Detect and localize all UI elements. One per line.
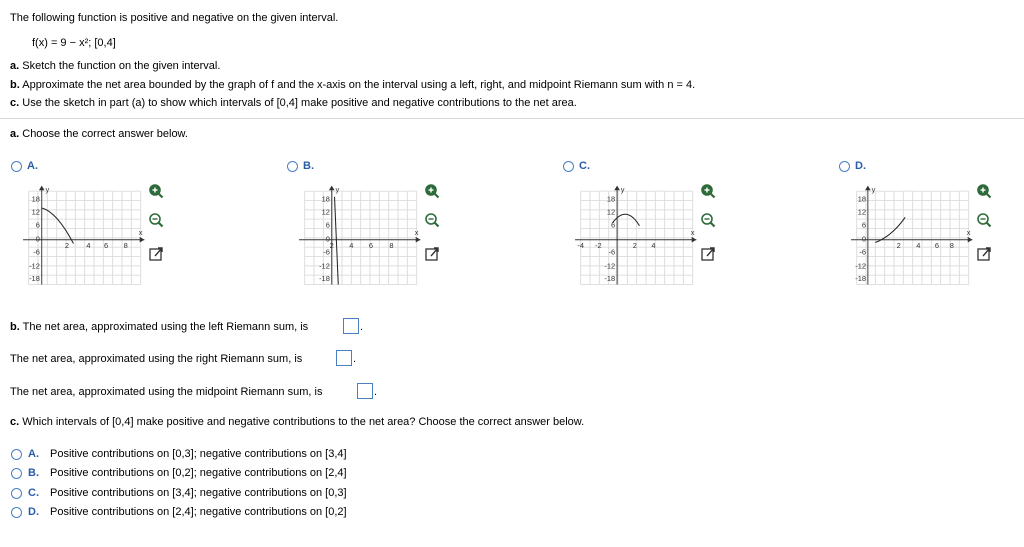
option-letter: C.	[28, 487, 39, 499]
y-tick-label: -12	[319, 261, 330, 271]
y-tick-label: -12	[604, 261, 616, 271]
zoom-in-icon[interactable]	[700, 183, 716, 199]
y-axis-label: y	[45, 185, 50, 195]
zoom-out-icon[interactable]	[976, 212, 992, 228]
x-tick-label: 4	[349, 241, 354, 251]
y-tick-label: 0	[325, 234, 330, 244]
x-tick-label: 4	[651, 241, 656, 251]
y-tick-label: -18	[29, 273, 40, 283]
y-axis-label: y	[871, 185, 876, 195]
y-tick-label: -6	[859, 247, 866, 257]
x-tick-label: 4	[916, 241, 921, 251]
part-c-question-label: c.	[10, 416, 20, 428]
y-tick-label: -18	[855, 273, 866, 283]
problem-intro: The following function is positive and negative on the given interval.	[10, 12, 339, 24]
radio-button[interactable]	[11, 488, 22, 499]
y-tick-label: 12	[321, 207, 330, 217]
grid	[857, 191, 969, 284]
part-c-question-text: Which intervals of [0,4] make positive and negative contributions to the net area? Choose the correct answer below.	[22, 416, 585, 428]
y-tick-label: 0	[861, 234, 866, 244]
y-tick-label: -6	[323, 247, 330, 257]
x-tick-label: 2	[329, 241, 334, 251]
y-tick-label: 18	[606, 194, 616, 204]
y-axis-label: y	[620, 185, 625, 195]
function-graph	[10, 180, 150, 292]
popout-icon[interactable]	[148, 246, 164, 262]
radio-button[interactable]	[563, 161, 574, 172]
part-b-text: Approximate the net area bounded by the graph of f and the x-axis on the interval using a left, right, and midpoint Riemann sum with n = 4.	[22, 79, 696, 91]
zoom-in-icon[interactable]	[976, 183, 992, 199]
y-axis-arrow	[329, 186, 335, 191]
grid	[29, 191, 141, 284]
part-b-row-label: b.	[10, 321, 20, 333]
y-tick-label: -6	[33, 247, 40, 257]
option-letter: C.	[579, 160, 590, 172]
function-text: f(x) = 9 − x²; [0,4]	[32, 37, 116, 49]
function-graph	[838, 180, 978, 292]
midpoint-sum-period: .	[374, 386, 378, 398]
part-a-prompt	[10, 128, 188, 140]
y-tick-label: 12	[31, 207, 40, 217]
x-tick-label: 4	[86, 241, 91, 251]
x-tick-label: 2	[896, 241, 901, 251]
y-tick-label: 6	[35, 220, 40, 230]
option-letter: A.	[28, 448, 39, 460]
option-letter: B.	[303, 160, 314, 172]
x-tick-label: 2	[64, 241, 70, 251]
right-sum-text: The net area, approximated using the right Riemann sum, is	[10, 353, 303, 365]
y-tick-label: 18	[31, 194, 40, 204]
left-sum-row	[10, 321, 308, 333]
x-axis-arrow	[692, 237, 697, 243]
x-tick-label: -2	[595, 241, 602, 251]
left-sum-period: .	[360, 321, 364, 333]
left-sum-answer-input[interactable]	[343, 318, 359, 334]
option-letter: D.	[28, 506, 39, 518]
y-tick-label: 12	[606, 207, 616, 217]
part-b-label: b.	[10, 79, 20, 91]
radio-button[interactable]	[11, 161, 22, 172]
y-tick-label: 18	[321, 194, 330, 204]
part-a-label: a.	[10, 60, 20, 72]
function-graph	[562, 180, 702, 292]
zoom-out-icon[interactable]	[424, 212, 440, 228]
part-b-description	[10, 79, 695, 91]
part-c-label: c.	[10, 97, 20, 109]
option-text: Positive contributions on [2,4]; negative contributions on [0,2]	[50, 506, 347, 518]
option-text: Positive contributions on [3,4]; negative contributions on [0,3]	[50, 487, 347, 499]
y-axis-arrow	[614, 186, 620, 191]
y-tick-label: 18	[857, 194, 866, 204]
x-axis-label: x	[690, 228, 695, 238]
midpoint-sum-text: The net area, approximated using the midpoint Riemann sum, is	[10, 386, 323, 398]
x-tick-label: 6	[934, 241, 940, 251]
radio-button[interactable]	[11, 449, 22, 460]
zoom-in-icon[interactable]	[424, 183, 440, 199]
zoom-out-icon[interactable]	[148, 212, 164, 228]
divider	[0, 118, 1024, 119]
x-tick-label: 6	[104, 241, 109, 251]
x-axis-arrow	[140, 237, 145, 243]
radio-button[interactable]	[11, 507, 22, 518]
left-sum-text: The net area, approximated using the left Riemann sum, is	[22, 321, 309, 333]
radio-button[interactable]	[839, 161, 850, 172]
zoom-in-icon[interactable]	[148, 183, 164, 199]
y-tick-label: -12	[855, 261, 866, 271]
y-axis-arrow	[39, 186, 45, 191]
x-tick-label: 6	[368, 241, 374, 251]
x-tick-label: 8	[123, 241, 128, 251]
part-c-question	[10, 416, 584, 428]
x-tick-label: 8	[949, 241, 954, 251]
grid	[581, 191, 693, 284]
x-tick-label: 8	[389, 241, 394, 251]
radio-button[interactable]	[287, 161, 298, 172]
option-letter: A.	[27, 160, 38, 172]
y-tick-label: 6	[861, 220, 866, 230]
option-text: Positive contributions on [0,2]; negative contributions on [2,4]	[50, 467, 347, 479]
part-c-text: Use the sketch in part (a) to show which intervals of [0,4] make positive and negative contributions to the net area.	[22, 97, 577, 109]
option-letter: B.	[28, 467, 39, 479]
x-axis-arrow	[968, 237, 973, 243]
zoom-out-icon[interactable]	[700, 212, 716, 228]
y-axis-arrow	[865, 186, 871, 191]
popout-icon[interactable]	[424, 246, 440, 262]
y-axis-label: y	[335, 185, 340, 195]
function-curve	[875, 217, 905, 242]
option-text: Positive contributions on [0,3]; negative contributions on [3,4]	[50, 448, 347, 460]
x-axis-label: x	[138, 228, 143, 238]
y-tick-label: 0	[35, 234, 40, 244]
function-curve	[612, 214, 639, 225]
x-tick-label: -4	[577, 241, 584, 251]
part-a-prompt-label: a.	[10, 128, 20, 140]
y-tick-label: 6	[611, 220, 616, 230]
popout-icon[interactable]	[700, 246, 716, 262]
y-tick-label: -12	[29, 261, 40, 271]
part-c-description	[10, 97, 577, 109]
x-tick-label: 2	[632, 241, 637, 251]
x-axis-label: x	[414, 228, 419, 238]
y-tick-label: -18	[604, 273, 616, 283]
function-definition	[32, 37, 116, 49]
right-sum-period: .	[353, 353, 357, 365]
y-tick-label: 6	[325, 220, 330, 230]
popout-icon[interactable]	[976, 246, 992, 262]
y-tick-label: -6	[608, 247, 616, 257]
function-graph	[286, 180, 426, 292]
radio-button[interactable]	[11, 468, 22, 479]
part-a-description	[10, 60, 220, 72]
midpoint-sum-answer-input[interactable]	[357, 383, 373, 399]
y-tick-label: -18	[319, 273, 330, 283]
right-sum-answer-input[interactable]	[336, 350, 352, 366]
x-axis-label: x	[966, 228, 971, 238]
x-axis-arrow	[416, 237, 421, 243]
y-tick-label: 12	[857, 207, 866, 217]
part-a-text: Sketch the function on the given interval.	[22, 60, 221, 72]
part-a-prompt-text: Choose the correct answer below.	[22, 128, 188, 140]
option-letter: D.	[855, 160, 866, 172]
